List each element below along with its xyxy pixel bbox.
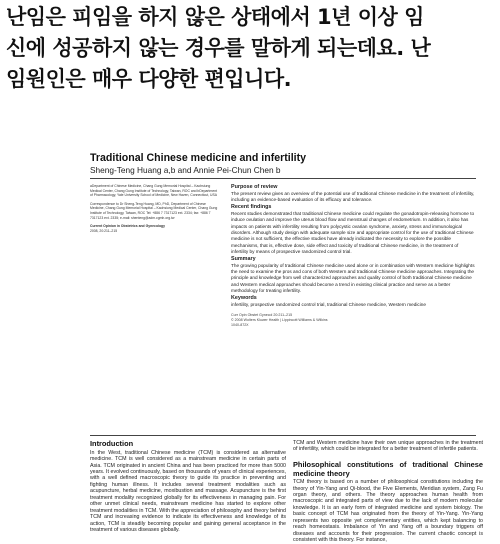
abstract-section: [231, 256, 476, 295]
paper-authors: Sheng-Teng Huang a,b and Annie Pei-Chun Chen b: [90, 165, 281, 175]
citation: Curr Opin Obstet Gynecol 20:211–215: [231, 313, 293, 318]
paper-title: Traditional Chinese medicine and infertility: [90, 152, 307, 164]
front-matter-column: [90, 184, 220, 237]
abstract-column: [231, 184, 476, 327]
caption-line-2: 신에 성공하지 않는 경우를 말하게 되는데요. 난: [6, 36, 431, 60]
abstract-section: [231, 204, 476, 256]
journal-ref: 2008, 20:211–215: [90, 228, 118, 233]
abstract-heading: Purpose of review: [231, 184, 278, 190]
journal-title: Current Opinion in Obstetrics and Gynecology: [90, 224, 165, 229]
paper-image: [78, 148, 488, 544]
affiliations: aDepartment of Chinese Medicine, Chang Gung Memorial Hospital – Kaohsiung Medical Center, Chang Gung Institute of Technology, Taiwan, ROC and bDepartment of Pharmacology, Yale University School of Medicine, New Haven, Connecticut, USA: [90, 184, 218, 198]
abstract-text: The present review gives an overview of the potential use of traditional Chinese medicine in the treatment of infertility, including an evidence-based evaluation of its efficacy and tolerance.: [231, 191, 475, 203]
philosophy-text: TCM theory is based on a number of philosophical constitutions including the theory of Yin-Yang and Qi-blood, the Five Elements, Meridian system, Zang Fu organ theory, and others. The theory approaches human health from macroscopic and integrated parts of view due to the lack of modern molecular knowledge. It is an early form of integrated medicine and system biology. The basic concept of TCM has originated from the theory of Yin-Yang. Yin-Yang represents two opposite yet complementary entities, which kept balancing to reach homeostasis. Imbalance of Yin and Yang off a boundary triggers off diseases and accounts for their progression. The current chaotic concept is consistent with this theory. For instance,: [293, 479, 483, 544]
body-rule: [90, 435, 476, 436]
abstract-text: infertility, prospective randomized control trial, traditional Chinese medicine, Western medicine: [231, 301, 426, 307]
korean-caption: [6, 2, 496, 95]
abstract-text: The growing popularity of traditional Chinese medicine used alone or in combination with Western medicine highlights the need to examine the pros and cons of both Western and traditional Chinese medicine approaches. Integrating the principle and knowledge from well characterized approaches and quality control of both traditional Chinese medicine and Western medical approaches should become a trend in existing clinical practice and serve as a better methodology for treating infertility.: [231, 262, 475, 294]
title-rule: [90, 178, 476, 179]
journal-source: [90, 224, 220, 233]
abstract-section: [231, 184, 476, 204]
issn: 1040-872X: [231, 322, 249, 327]
citation-block: [231, 313, 476, 327]
body-column-right: [293, 440, 483, 544]
abstract-heading: Recent findings: [231, 203, 272, 210]
intro-continued-text: TCM and Western medicine have their own unique approaches in the treatment of infertility, which could be integrated for a better treatment of infertile patients.: [293, 440, 483, 453]
abstract-heading: Keywords: [231, 294, 257, 301]
correspondence: Correspondence to Dr Sheng-Teng Huang, MD, PhD, Department of Chinese Medicine, Chang Gung Memorial Hospital – Kaohsiung Medical Center, Chang Gung Institute of Technology, Taiwan, ROC Tel: +886 7 7317123 ext. 2334; fax: +886 7 7317123 ext. 2335; e-mail: shenteng@adm.cgmh.org.tw: [90, 201, 218, 220]
body-column-left: [90, 440, 286, 533]
caption-line-1: 난임은 피임을 하지 않은 상태에서 1년 이상 임: [6, 5, 424, 29]
copyright: © 2008 Wolters Kluwer Health | Lippincott Williams & Wilkins: [231, 317, 328, 322]
philosophy-heading: Philosophical constitutions of traditional Chinese medicine theory: [293, 459, 483, 478]
abstract-heading: Summary: [231, 255, 256, 262]
abstract-text: Recent studies demonstrated that traditional Chinese medicine could regulate the gonadotropin-releasing hormone to induce ovulation and improve the uterus blood flow and menstrual changes of endometrium. In addition, it also has impacts on patients with infertility resulting from polycystic ovarian syndrome, anxiety, stress and immunological disorders. Although study design with adequate sample size and appropriate control for the use of traditional Chinese medicine is not sufficient, the effective studies have already indicated the necessity to explore the possible mechanisms, that is, effective dose, side effect and toxicity of traditional Chinese medicine, in the treatment of infertility by means of prospective randomized control trial.: [231, 210, 475, 255]
caption-line-3: 임원인은 매우 다양한 편입니다.: [6, 67, 292, 91]
abstract-section: [231, 295, 476, 308]
intro-text: In the West, traditional Chinese medicine (TCM) is considered as alternative medicine. TCM is well considered as a mainstream medicine in certain parts of Asia. TCM originated in ancient China and has been practiced for more than 5000 years. It evolved continuously, based on thousands of years of clinical experiences, with a well defined macroscopic theory to guide its practice in preventing and fighting human illness. It includes several treatment modalities such as acupuncture, herbal medicine, moxibustion and massage. Acupuncture is the first treatment modality recognized globally for its effectiveness in managing pain. For other unmet clinical needs, mainstream medicine has started to explore other treatment modalities in TCM. With the appreciation of philosophy and theory behind TCM and increasing evidence to indicate its effectiveness and knowledge of its action, TCM is steadily becoming popular and gaining general acceptance in the treatment of various diseases globally.: [90, 449, 286, 534]
intro-heading: Introduction: [90, 439, 134, 448]
